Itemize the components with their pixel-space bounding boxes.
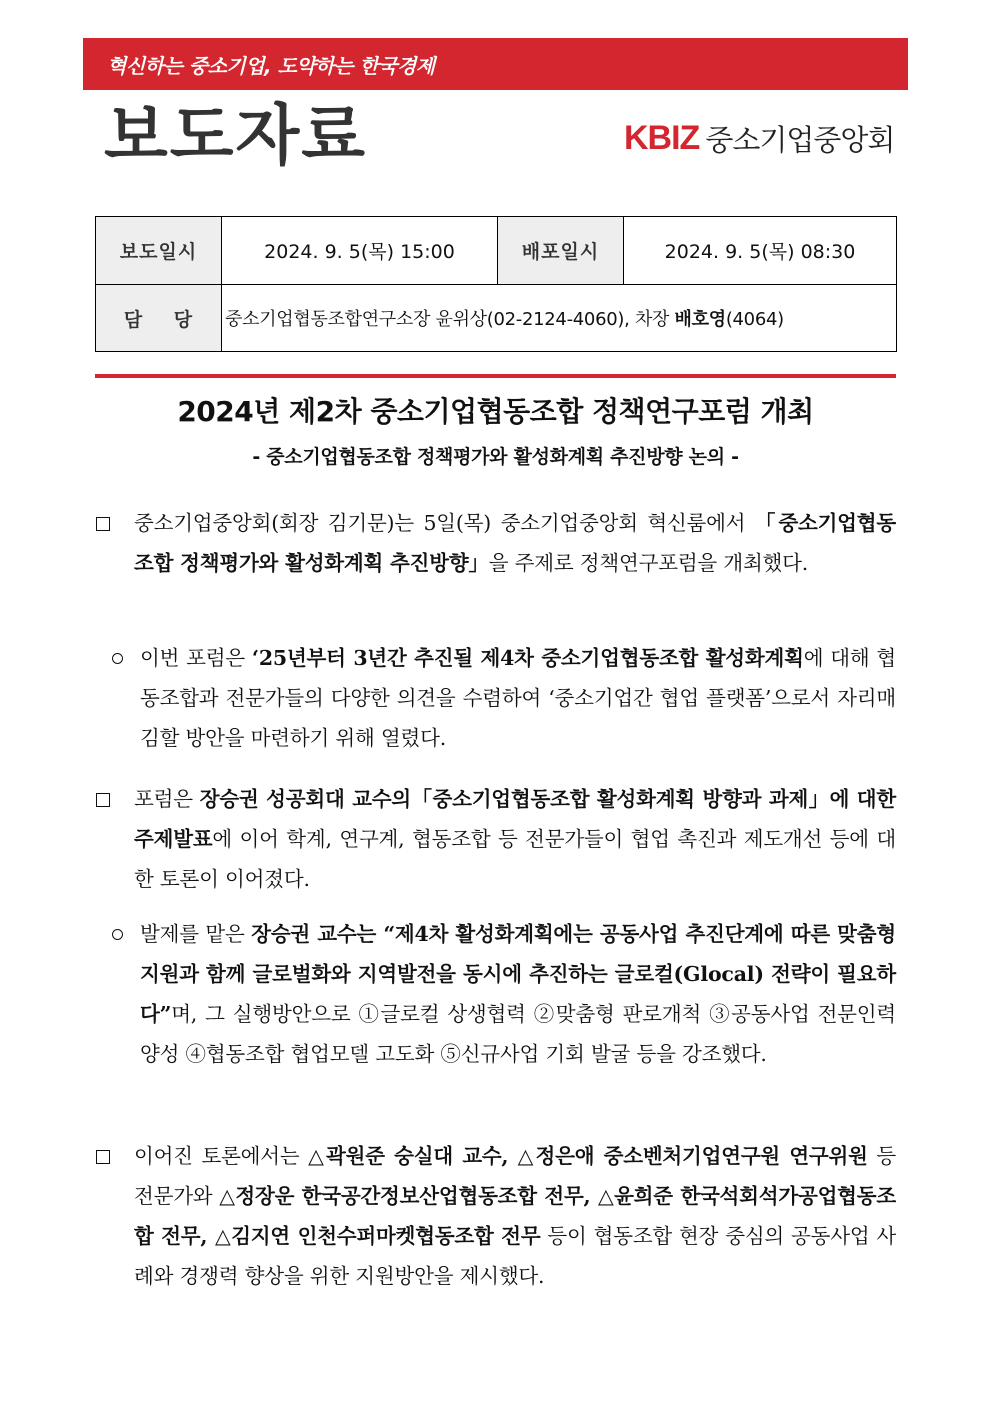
p5-text-1: 이어진 토론에서는 [134, 1144, 309, 1168]
logo-mark: KBIZ [624, 119, 700, 157]
body-paragraph-3 [134, 779, 896, 899]
title-divider [95, 374, 896, 378]
top-banner [83, 38, 908, 90]
contact-label: 담 당 [96, 285, 222, 352]
p2-bold-1: ‘25년부터 3년간 추진될 제4차 중소기업협동조합 활성화계획 [251, 646, 804, 670]
body-paragraph-5 [134, 1136, 896, 1296]
distribution-date-value: 2024. 9. 5(목) 08:30 [624, 217, 897, 285]
p5-text-2: 등 전문가와 [134, 1144, 896, 1208]
square-bullet-icon [96, 1150, 110, 1164]
p2-text-2: 에 대해 협동조합과 전문가들의 다양한 의견을 수렴하여 ‘중소기업간 협업 플랫폼’으로서 자리매김할 방안을 마련하기 위해 열렸다. [140, 646, 896, 750]
circle-bullet-icon [112, 653, 123, 664]
square-bullet-icon [96, 793, 110, 807]
contact-suffix: (4064) [725, 309, 784, 330]
contact-name: 배호영 [674, 309, 726, 330]
p4-text-1: 발제를 맡은 [140, 922, 252, 946]
p2-text-1: 이번 포럼은 [140, 646, 252, 670]
release-date-value: 2024. 9. 5(목) 15:00 [222, 217, 498, 285]
p3-text-1: 포럼은 [134, 787, 200, 811]
doc-type-title: 보도자료 [104, 97, 368, 174]
p3-text-2: 에 이어 학계, 연구계, 협동조합 등 전문가들이 협업 촉진과 제도개선 등에 대한 토론이 이어졌다. [134, 827, 896, 891]
p3-bold-1: 장승권 성공회대 교수의「중소기업협동조합 활성화계획 방향과 과제」에 대한 주제발표 [134, 787, 896, 851]
p1-text-1: 중소기업중앙회(회장 김기문)는 5일(목) 중소기업중앙회 혁신룸에서 [134, 511, 755, 535]
table-row [96, 217, 897, 285]
kbiz-logo [624, 118, 894, 159]
p4-text-2: 며, 그 실행방안으로 ①글로컬 상생협력 ②맞춤형 판로개척 ③공동사업 전문인력 양성 ④협동조합 협업모델 고도화 ⑤신규사업 기회 발굴 등을 강조했다. [140, 1002, 896, 1066]
p5-bold-2: △정장운 한국공간정보산업협동조합 전무, △윤희준 한국석회석가공업협동조합 전무, △김지연 인천수퍼마켓협동조합 전무 [134, 1184, 896, 1248]
body-paragraph-4 [140, 914, 896, 1074]
subheadline: - 중소기업협동조합 정책평가와 활성화계획 추진방향 논의 - [252, 446, 739, 468]
table-row [96, 285, 897, 352]
circle-bullet-icon [112, 929, 123, 940]
release-date-label: 보도일시 [96, 217, 222, 285]
p1-bold-1: 「중소기업협동조합 정책평가와 활성화계획 추진방향」 [134, 511, 896, 575]
contact-value [222, 285, 897, 352]
release-info-table [95, 216, 897, 352]
p1-text-2: 을 주제로 정책연구포럼을 개최했다. [488, 551, 809, 575]
body-paragraph-2 [140, 638, 896, 758]
headline: 2024년 제2차 중소기업협동조합 정책연구포럼 개최 [177, 395, 814, 428]
square-bullet-icon [96, 517, 110, 531]
logo-org-name: 중소기업중앙회 [705, 123, 895, 157]
body-paragraph-1 [134, 503, 896, 583]
contact-prefix: 중소기업협동조합연구소장 윤위상(02-2124-4060), 차장 [225, 309, 675, 330]
banner-slogan: 혁신하는 중소기업, 도약하는 한국경제 [107, 54, 435, 78]
distribution-date-label: 배포일시 [498, 217, 624, 285]
p4-bold-1: 장승권 교수는 “제4차 활성화계획에는 공동사업 추진단계에 따른 맞춤형 지원과 함께 글로벌화와 지역발전을 동시에 추진하는 글로컬(Glocal) 전략이 필요하다” [140, 922, 896, 1026]
p5-bold-1: △곽원준 숭실대 교수, △정은애 중소벤처기업연구원 연구위원 [308, 1144, 868, 1168]
p5-text-3: 등이 협동조합 현장 중심의 공동사업 사례와 경쟁력 향상을 위한 지원방안을 제시했다. [134, 1224, 897, 1288]
